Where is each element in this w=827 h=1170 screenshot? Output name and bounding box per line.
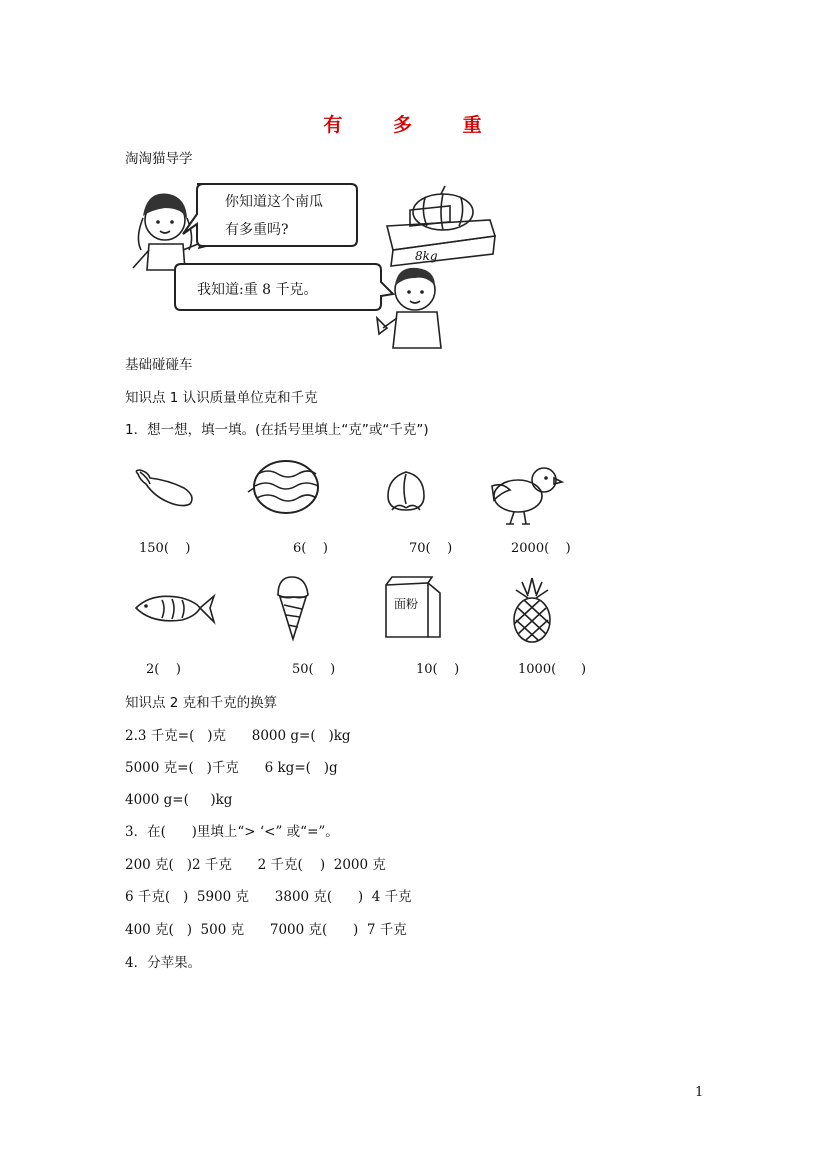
pumpkin-scale bbox=[387, 186, 495, 266]
page-title: 有 多 重 bbox=[323, 114, 504, 136]
q3-instruction: 3．在( )里填上“> ‘<” 或“=”。 bbox=[125, 824, 339, 840]
q1-caption-4: 2000( ) bbox=[511, 541, 571, 556]
q2-line2: 5000 克=( )千克 6 kg=( )g bbox=[125, 760, 338, 776]
peach-icon bbox=[384, 468, 430, 516]
q1-instruction: 1．想一想，填一填。(在括号里填上“克”或“千克”) bbox=[125, 422, 429, 438]
section-kp1: 知识点 1 认识质量单位克和千克 bbox=[125, 390, 318, 406]
q4-instruction: 4．分苹果。 bbox=[125, 955, 202, 971]
q1-caption-1: 150( ) bbox=[139, 541, 191, 556]
comic-illustration bbox=[125, 178, 505, 353]
eggplant-icon bbox=[134, 468, 198, 508]
watermelon-icon bbox=[248, 458, 320, 516]
q1-caption-7: 10( ) bbox=[416, 662, 460, 677]
girl-bubble-line1: 你知道这个南瓜 bbox=[225, 194, 323, 210]
girl-figure bbox=[133, 193, 207, 270]
section-kp2: 知识点 2 克和千克的换算 bbox=[125, 695, 278, 711]
q2-line1: 2.3 千克=( )克 8000 g=( )kg bbox=[125, 728, 351, 744]
q2-line3: 4000 g=( )kg bbox=[125, 792, 233, 808]
flour-label: 面粉 bbox=[394, 597, 419, 611]
q1-caption-5: 2( ) bbox=[146, 662, 181, 677]
q1-caption-3: 70( ) bbox=[409, 541, 453, 556]
q1-caption-2: 6( ) bbox=[293, 541, 328, 556]
flour-bag-icon bbox=[382, 575, 446, 641]
chick-icon bbox=[486, 460, 562, 526]
q3-line1: 200 克( )2 千克 2 千克( ) 2000 克 bbox=[125, 857, 386, 873]
girl-bubble-line2: 有多重吗? bbox=[225, 222, 289, 238]
pineapple-icon bbox=[510, 576, 554, 644]
ice-cream-icon bbox=[272, 575, 314, 641]
q1-caption-6: 50( ) bbox=[292, 662, 336, 677]
page-number: 1 bbox=[695, 1085, 704, 1100]
scale-label: 8kg bbox=[415, 249, 438, 263]
boy-figure bbox=[377, 268, 441, 348]
fish-icon bbox=[132, 590, 216, 626]
boy-bubble: 我知道:重 8 千克。 bbox=[197, 282, 318, 298]
section-guide: 淘淘猫导学 bbox=[125, 151, 193, 167]
q3-line2: 6 千克( ) 5900 克 3800 克( ) 4 千克 bbox=[125, 889, 412, 905]
q1-caption-8: 1000( ) bbox=[518, 662, 587, 677]
section-basics: 基础碰碰车 bbox=[125, 357, 193, 373]
q3-line3: 400 克( ) 500 克 7000 克( ) 7 千克 bbox=[125, 922, 407, 938]
